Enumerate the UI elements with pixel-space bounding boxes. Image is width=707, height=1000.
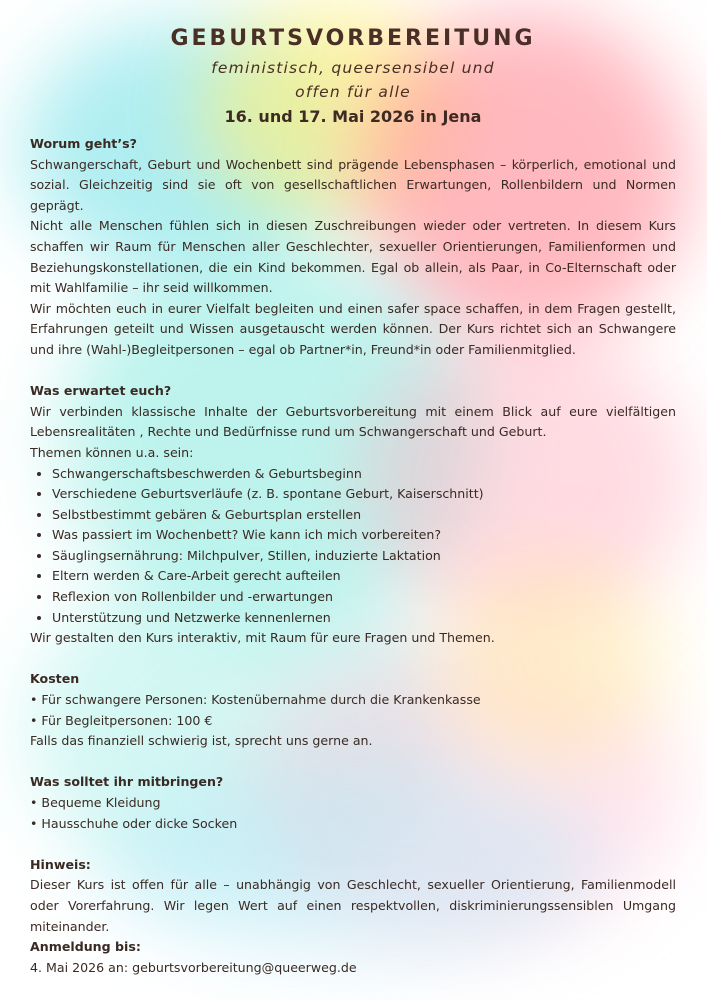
list-item: • Unterstützung und Netzwerke kennenlernen <box>52 608 676 629</box>
mitbringen-line-1: • Bequeme Kleidung <box>30 795 161 810</box>
page-title: GEBURTSVORBEREITUNG <box>170 26 536 51</box>
list-item: • Säuglingsernährung: Milchpulver, Stillen, induzierte Laktation <box>52 546 676 567</box>
section-heading-worum: Worum geht’s? <box>30 136 137 151</box>
topic-list <box>30 464 676 629</box>
list-item: • Reflexion von Rollenbilder und -erwartungen <box>52 587 676 608</box>
worum-paragraph-1: Schwangerschaft, Geburt und Wochenbett sind prägende Lebensphasen – körperlich, emotional und sozial. Gleichzeitig sind sie oft von gesellschaftlichen Erwartungen, Rollenbildern und Normen geprägt. <box>30 156 676 213</box>
erwartet-paragraph: Wir verbinden klassische Inhalte der Geburtsvorbereitung mit einem Blick auf eure vielfältigen Lebensrealitäten , Rechte und Bedürfnisse rund um Schwangerschaft und Geburt. <box>30 403 676 440</box>
list-item: • Verschiedene Geburtsverläufe (z. B. spontane Geburt, Kaiserschnitt) <box>52 484 676 505</box>
mitbringen-line-2: • Hausschuhe oder dicke Socken <box>30 815 238 831</box>
subtitle-line-2: offen für alle <box>295 83 411 101</box>
kosten-line-2: • Für Begleitpersonen: 100 € <box>30 712 213 728</box>
themen-intro: Themen können u.a. sein: <box>30 444 194 460</box>
worum-paragraph-2: Nicht alle Menschen fühlen sich in diesen Zuschreibungen wieder oder vertreten. In diesem Kurs schaffen wir Raum für Menschen aller Geschlechter, sexueller Orientierungen, Familienformen und Beziehungskonstellationen, die ein Kind bekommen. Egal ob allein, als Paar, in Co-Elternschaft oder mit Wahlfamilie – ihr seid willkommen. <box>30 218 676 296</box>
anmeldung-text: 4. Mai 2026 an: geburtsvorbereitung@queerweg.de <box>30 959 357 975</box>
subtitle-line-1: feministisch, queersensibel und <box>211 59 495 77</box>
list-item: • Was passiert im Wochenbett? Wie kann ich mich vorbereiten? <box>52 525 676 546</box>
section-heading-mitbringen: Was solltet ihr mitbringen? <box>30 774 224 790</box>
list-item: • Selbstbestimmt gebären & Geburtsplan erstellen <box>52 505 676 526</box>
section-heading-anmeldung: Anmeldung bis: <box>30 939 141 955</box>
worum-paragraph-3: Wir möchten euch in eurer Vielfalt begleiten und einen safer space schaffen, in dem Fragen gestellt, Erfahrungen geteilt und Wissen ausgetauscht werden können. Der Kurs richtet sich an Schwangere und ihre (Wahl-)Begleitpersonen – egal ob Partner*in, Freund*in oder Familienmitglied. <box>30 300 676 357</box>
list-item: • Eltern werden & Care-Arbeit gerecht aufteilen <box>52 566 676 587</box>
section-heading-kosten: Kosten <box>30 671 80 687</box>
section-heading-erwartet: Was erwartet euch? <box>30 383 172 399</box>
list-item: • Schwangerschaftsbeschwerden & Geburtsbeginn <box>52 464 676 485</box>
kosten-line-3: Falls das finanziell schwierig ist, sprecht uns gerne an. <box>30 733 373 749</box>
erwartet-closing: Wir gestalten den Kurs interaktiv, mit Raum für eure Fragen und Themen. <box>30 630 495 646</box>
event-date: 16. und 17. Mai 2026 in Jena <box>224 107 482 126</box>
body-text <box>30 134 676 978</box>
flyer-content <box>30 22 676 978</box>
kosten-line-1: • Für schwangere Personen: Kostenübernahme durch die Krankenkasse <box>30 692 481 708</box>
section-heading-hinweis: Hinweis: <box>30 856 91 872</box>
hinweis-text: Dieser Kurs ist offen für alle – unabhängig von Geschlecht, sexueller Orientierung, Familienmodell oder Vorerfahrung. Wir legen Wert auf einen respektvollen, diskriminierungssensiblen Umgang miteinander. <box>30 877 676 934</box>
